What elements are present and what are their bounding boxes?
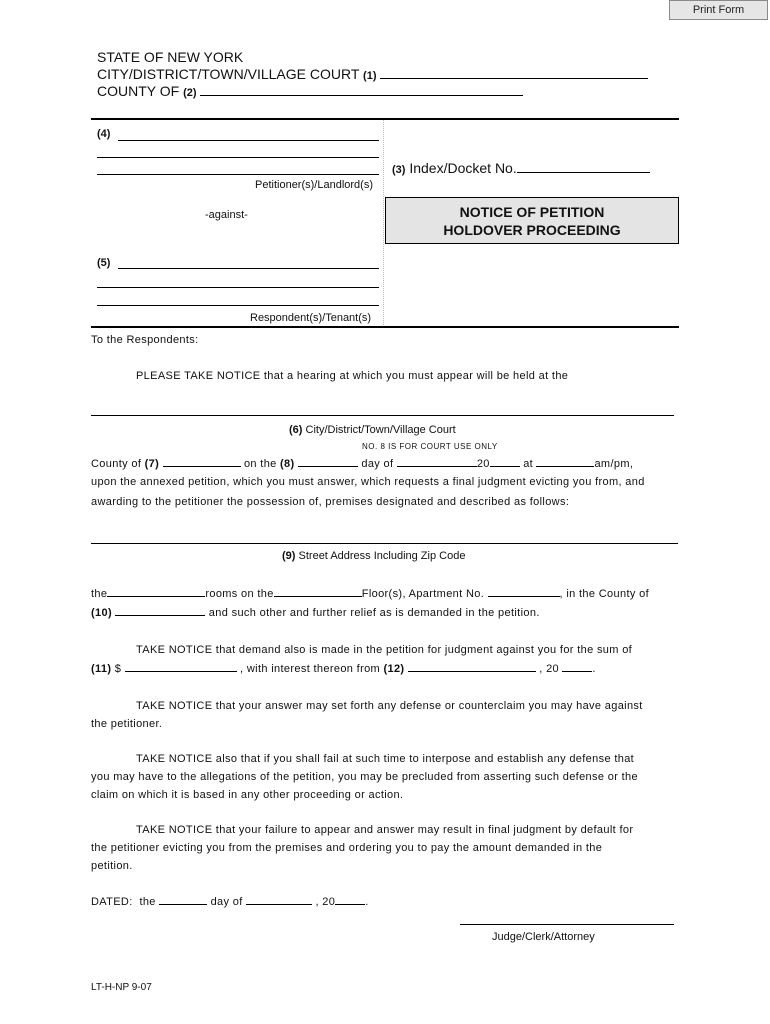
respondent-line-2[interactable] (97, 287, 379, 288)
court-caption-number: (6) (289, 424, 303, 436)
county-heading (97, 83, 523, 102)
county-label: COUNTY OF (97, 83, 180, 99)
index-docket (392, 160, 650, 176)
county-number: (2) (183, 87, 197, 99)
court-caption (289, 424, 456, 436)
please-take-notice: PLEASE TAKE NOTICE that a hearing at which you must appear will be held at the (136, 370, 569, 382)
petitioner-line-3[interactable] (97, 174, 379, 175)
form-id: LT-H-NP 9-07 (91, 982, 152, 993)
respondent-line-3[interactable] (97, 305, 379, 306)
dated-month-field[interactable] (246, 892, 312, 905)
default-text-1: TAKE NOTICE that your failure to appear and answer may result in final judgment by default for (136, 824, 634, 836)
fail-text-3: claim on which it is based in any other proceeding or action. (91, 789, 404, 801)
sum-line: (11) $ , with interest thereon from (12) , 20 . (91, 659, 596, 679)
hearing-year-field[interactable] (490, 454, 520, 467)
court-use-note: NO. 8 IS FOR COURT USE ONLY (362, 442, 498, 451)
premises-line: the rooms on the Floor(s), Apartment No. , in the County of (91, 584, 649, 604)
court-name-field[interactable] (380, 66, 648, 79)
hearing-county-field[interactable] (163, 454, 241, 467)
hearing-month-field[interactable] (397, 454, 477, 467)
court-location-line[interactable] (91, 415, 674, 416)
street-caption-text: Street Address Including Zip Code (298, 550, 466, 562)
rooms-field[interactable] (107, 584, 205, 597)
fail-text-2: you may have to the allegations of the petition, you may be precluded from asserting such defense or the (91, 771, 638, 783)
court-number: (1) (363, 70, 377, 82)
against-label: -against- (205, 209, 248, 221)
notice-title-box (385, 197, 679, 244)
street-address-line[interactable] (91, 543, 678, 544)
index-label: Index/Docket No. (409, 160, 517, 176)
dated-year-field[interactable] (335, 892, 365, 905)
dated-day-field[interactable] (159, 892, 207, 905)
caption-bottom-rule (91, 326, 679, 328)
hearing-day-field[interactable] (298, 454, 358, 467)
street-caption-number: (9) (282, 550, 296, 562)
petitioner-line-1[interactable] (118, 140, 379, 141)
respondent-label: Respondent(s)/Tenant(s) (250, 312, 372, 324)
floor-field[interactable] (274, 584, 362, 597)
hearing-date-line: County of (7) on the (8) day of 20 at am/pm, (91, 454, 633, 474)
caption-top-rule (91, 118, 679, 120)
answer-text-2: the petitioner. (91, 718, 163, 730)
relief-line: (10) and such other and further relief as is demanded in the petition. (91, 603, 540, 623)
default-text-2: the petitioner evicting you from the premises and ordering you to pay the amount demanded in the (91, 842, 603, 854)
print-form-button[interactable]: Print Form (669, 0, 768, 20)
index-docket-field[interactable] (517, 160, 650, 173)
title-line-2: HOLDOVER PROCEEDING (443, 222, 621, 238)
respondent-line-1[interactable] (118, 268, 379, 269)
court-caption-text: City/District/Town/Village Court (305, 424, 456, 436)
state-heading: STATE OF NEW YORK (97, 49, 244, 65)
premises-county-field[interactable] (115, 603, 205, 616)
dated-line: DATED: the day of , 20 . (91, 892, 369, 912)
caption-divider (383, 120, 384, 327)
petitioner-label: Petitioner(s)/Landlord(s) (255, 179, 373, 191)
interest-date-field[interactable] (408, 659, 536, 672)
upon-text: upon the annexed petition, which you must answer, which requests a final judgment evicting you from, and (91, 476, 645, 488)
fail-text-1: TAKE NOTICE also that if you shall fail at such time to interpose and establish any defense that (136, 753, 635, 765)
signer-label: Judge/Clerk/Attorney (492, 931, 595, 943)
awarding-text: awarding to the petitioner the possession of, premises designated and described as follows: (91, 496, 570, 508)
demand-text: TAKE NOTICE that demand also is made in the petition for judgment against you for the sum of (136, 644, 633, 656)
street-caption (282, 550, 465, 562)
sum-amount-field[interactable] (125, 659, 237, 672)
interest-year-field[interactable] (562, 659, 592, 672)
petitioner-line-2[interactable] (97, 157, 379, 158)
respondent-number: (5) (97, 257, 111, 269)
signature-line[interactable] (460, 924, 674, 925)
petitioner-number: (4) (97, 128, 111, 140)
hearing-time-field[interactable] (536, 454, 594, 467)
answer-text-1: TAKE NOTICE that your answer may set forth any defense or counterclaim you may have against (136, 700, 643, 712)
title-line-1: NOTICE OF PETITION (459, 204, 605, 220)
apartment-field[interactable] (488, 584, 560, 597)
court-label: CITY/DISTRICT/TOWN/VILLAGE COURT (97, 66, 360, 82)
greeting: To the Respondents: (91, 334, 199, 346)
county-name-field[interactable] (200, 83, 523, 96)
default-text-3: petition. (91, 860, 133, 872)
index-number: (3) (392, 164, 406, 176)
